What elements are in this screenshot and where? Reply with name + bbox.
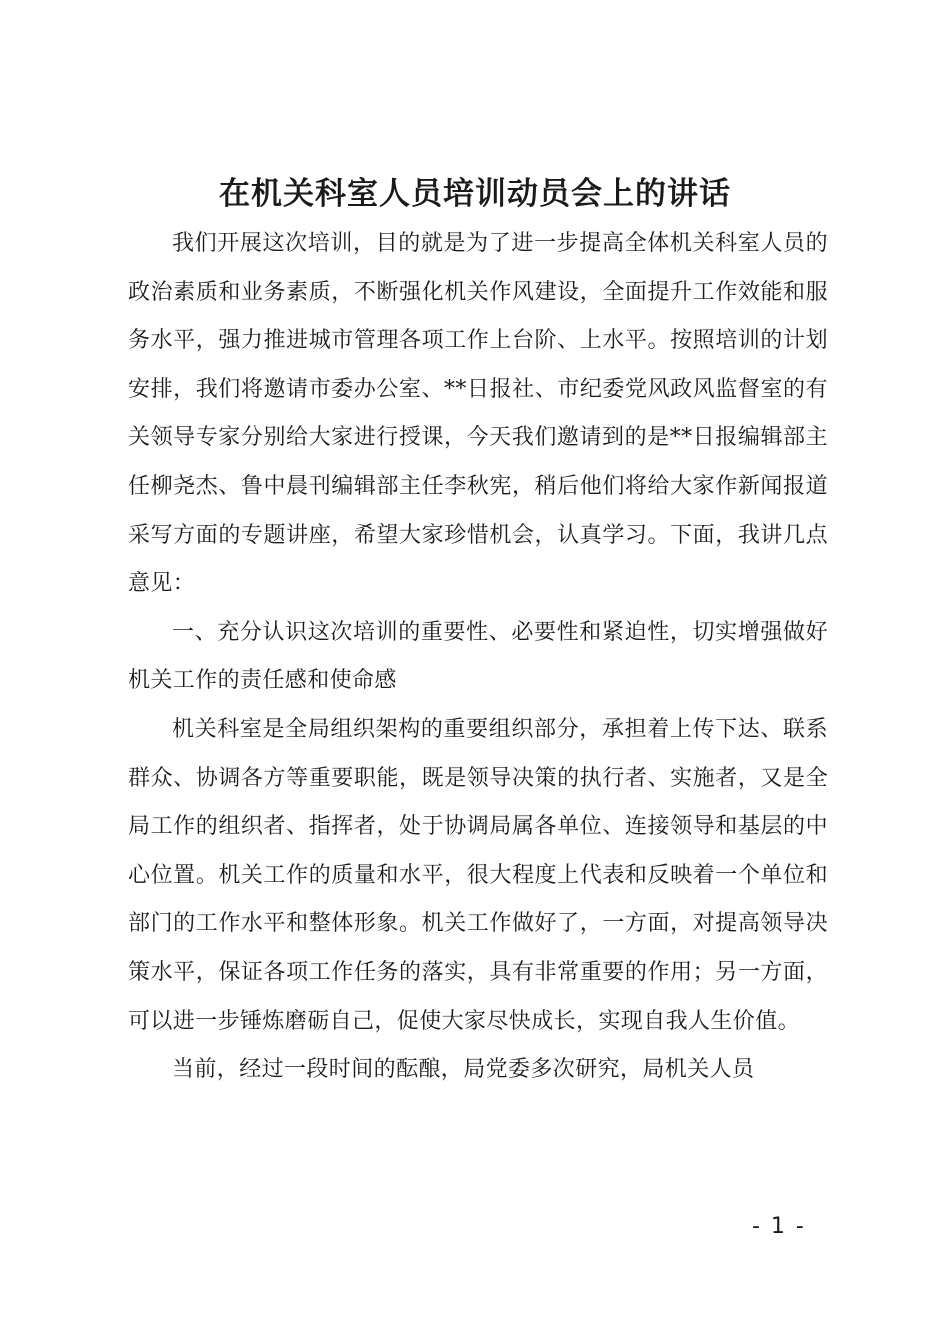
document-body — [128, 220, 828, 1095]
document-title: 在机关科室人员培训动员会上的讲话 — [219, 176, 731, 212]
paragraph-office-role: 机关科室是全局组织架构的重要组织部分，承担着上传下达、联系群众、协调各方等重要职能，既是领导决策的执行者、实施者，又是全局工作的组织者、指挥者，处于协调局属各单位、连接领导和基层的中心位置。机关工作的质量和水平，很大程度上代表和反映着一个单位和部门的工作水平和整体形象。机关工作做好了，一方面，对提高领导决策水平，保证各项工作任务的落实，具有非常重要的作用；另一方面，可以进一步锤炼磨砺自己，促使大家尽快成长，实现自我人生价值。 — [128, 716, 828, 1034]
paragraph-current: 当前，经过一段时间的酝酿，局党委多次研究，局机关人员 — [172, 1057, 755, 1083]
paragraph-intro: 我们开展这次培训，目的就是为了进一步提高全体机关科室人员的政治素质和业务素质，不断强化机关作风建设，全面提升工作效能和服务水平，强力推进城市管理各项工作上台阶、上水平。按照培训的计划安排，我们将邀请市委办公室、**日报社、市纪委党风政风监督室的有关领导专家分别给大家进行授课，今天我们邀请到的是**日报编辑部主任柳尧杰、鲁中晨刊编辑部主任李秋宪，稍后他们将给大家作新闻报道采写方面的专题讲座，希望大家珍惜机会，认真学习。下面，我讲几点意见： — [128, 231, 828, 597]
section-heading-one: 一、充分认识这次培训的重要性、必要性和紧迫性，切实增强做好机关工作的责任感和使命感 — [128, 619, 828, 694]
page-number: - 1 - — [752, 1214, 806, 1239]
